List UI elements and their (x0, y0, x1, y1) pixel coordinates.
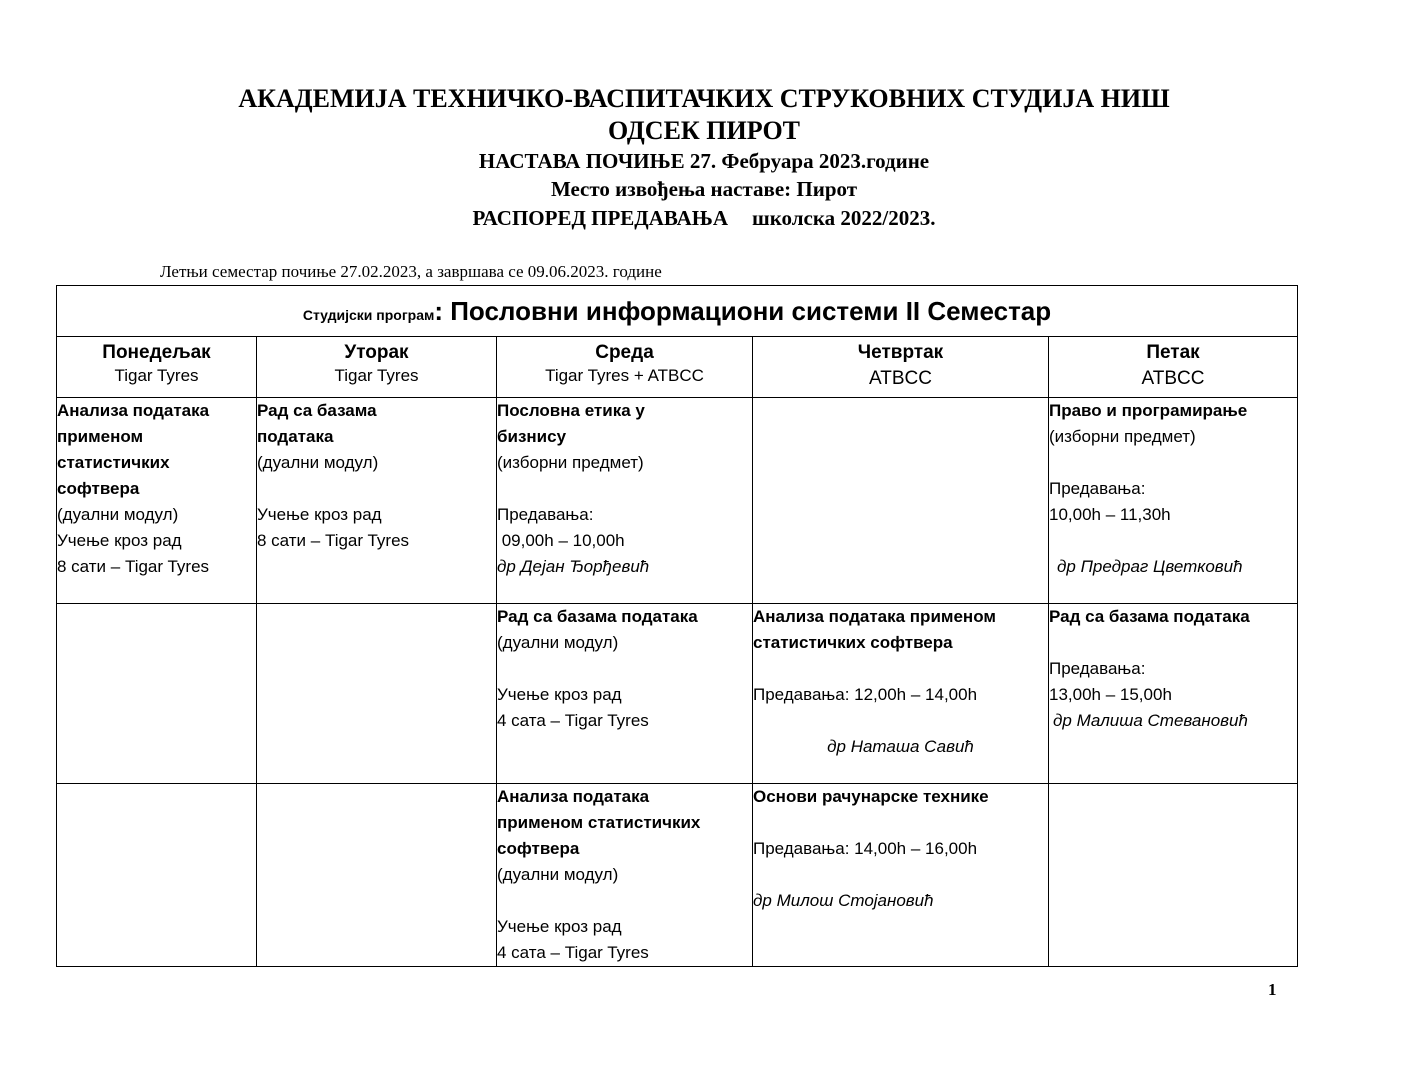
course-title: статистичких софтвера (753, 633, 953, 652)
day-name: Четвртак (857, 342, 944, 363)
course-title: софтвера (497, 839, 580, 858)
course-title: Анализа података применом (753, 607, 996, 626)
day-name: Уторак (344, 342, 409, 363)
course-title: софтвера (57, 479, 140, 498)
day-location: Tigar Tyres (334, 366, 419, 385)
day-location: ATBCC (1141, 368, 1205, 389)
schedule-table (56, 285, 1298, 967)
spacer (753, 862, 1048, 888)
lecturer-name: др Предраг Цветковић (1057, 557, 1243, 576)
course-title: применом (57, 427, 144, 446)
spacer (497, 656, 752, 682)
spacer (497, 476, 752, 502)
course-mode: Учење кроз рад (257, 505, 382, 524)
course-mode: Учење кроз рад (497, 917, 622, 936)
course-title: Анализа података (497, 787, 650, 806)
lecture-time: Предавања: 14,00h – 16,00h (753, 839, 978, 858)
course-type: (дуални модул) (57, 505, 179, 524)
day-header (1049, 337, 1298, 398)
spacer (1049, 450, 1297, 476)
course-title: Пословна етика у (497, 401, 645, 420)
schedule-cell (57, 398, 257, 604)
start-date-line: НАСТАВА ПОЧИЊЕ 27. Фебруара 2023.године (478, 149, 930, 173)
course-title: бизнису (497, 427, 567, 446)
course-type: (изборни предмет) (1049, 427, 1196, 446)
day-location: Tigar Tyres (114, 366, 199, 385)
course-hours: 8 сати – Tigar Tyres (57, 557, 210, 576)
schedule-cell-empty (753, 398, 1049, 604)
day-header (257, 337, 497, 398)
lecture-time: 13,00h – 15,00h (1049, 685, 1172, 704)
course-hours: 4 сата – Tigar Tyres (497, 943, 649, 962)
course-title: података (257, 427, 334, 446)
schedule-cell-empty (57, 604, 257, 784)
schedule-cell (497, 784, 753, 967)
course-mode: Учење кроз рад (497, 685, 622, 704)
day-location: Tigar Tyres + ATBCC (545, 366, 704, 385)
day-location: ATBCC (869, 368, 932, 389)
course-hours: 8 сати – Tigar Tyres (257, 531, 410, 550)
semester-note: Летњи семестар почиње 27.02.2023, а завршава се 09.06.2023. године (160, 262, 662, 281)
program-title: : Пословни информациони системи II Семестар (434, 295, 1052, 326)
lecture-label: Предавања: (497, 505, 594, 524)
day-header (753, 337, 1049, 398)
course-type: (дуални модул) (497, 633, 619, 652)
schedule-cell (497, 604, 753, 784)
schedule-title-main: РАСПОРЕД ПРЕДАВАЊА (472, 206, 728, 230)
schedule-cell-empty (257, 784, 497, 967)
lecture-label: Предавања: (1049, 659, 1146, 678)
school-year: школска 2022/2023. (751, 206, 936, 230)
schedule-cell (753, 784, 1049, 967)
program-prefix: Студијски програм (302, 306, 435, 323)
lecture-label: Предавања: (1049, 479, 1146, 498)
schedule-title (0, 206, 1408, 231)
location-line: Место извођења наставе: Пирот (550, 177, 858, 201)
spacer (753, 810, 1048, 836)
schedule-cell-empty (57, 784, 257, 967)
schedule-row (57, 604, 1298, 784)
schedule-row (57, 784, 1298, 967)
schedule-cell-empty (257, 604, 497, 784)
lecture-time: 10,00h – 11,30h (1049, 505, 1171, 524)
day-header-row (57, 337, 1298, 398)
day-header (497, 337, 753, 398)
lecturer-name: др Милош Стојановић (753, 891, 934, 910)
schedule-cell-empty (1049, 784, 1298, 967)
lecturer-name: др Наташа Савић (827, 737, 974, 756)
day-name: Среда (595, 342, 654, 363)
schedule-cell (1049, 398, 1298, 604)
program-header (57, 286, 1298, 337)
spacer (753, 708, 1048, 734)
schedule-cell (753, 604, 1049, 784)
spacer (1049, 528, 1297, 554)
lecture-time: Предавања: 12,00h – 14,00h (753, 685, 978, 704)
course-title: применом статистичких (497, 813, 701, 832)
day-name: Петак (1146, 342, 1200, 363)
spacer (1049, 630, 1297, 656)
page-number: 1 (1268, 980, 1277, 999)
spacer (257, 476, 496, 502)
course-title: Анализа података (57, 401, 210, 420)
lecture-time: 09,00h – 10,00h (497, 531, 625, 550)
schedule-cell (497, 398, 753, 604)
course-title: Рад са базама података (497, 607, 698, 626)
schedule-cell (257, 398, 497, 604)
course-title: статистичких (57, 453, 170, 472)
department-title: ОДСЕК ПИРОТ (607, 116, 801, 145)
institution-title: АКАДЕМИЈА ТЕХНИЧКО-ВАСПИТАЧКИХ СТРУКОВНИХ СТУДИЈА НИШ (238, 84, 1170, 113)
lecturer-name: др Малиша Стевановић (1053, 711, 1248, 730)
course-title: Рад са базама података (1049, 607, 1250, 626)
course-title: Рад са базама (257, 401, 377, 420)
course-hours: 4 сата – Tigar Tyres (497, 711, 649, 730)
course-title: Основи рачунарске технике (753, 787, 989, 806)
course-type: (дуални модул) (257, 453, 379, 472)
course-mode: Учење кроз рад (57, 531, 182, 550)
course-type: (изборни предмет) (497, 453, 644, 472)
schedule-row (57, 398, 1298, 604)
day-name: Понедељак (102, 342, 211, 363)
day-header (57, 337, 257, 398)
spacer (497, 888, 752, 914)
schedule-cell (1049, 604, 1298, 784)
course-title: Право и програмирање (1049, 401, 1248, 420)
spacer (753, 656, 1048, 682)
course-type: (дуални модул) (497, 865, 619, 884)
lecturer-name: др Дејан Ђорђевић (497, 557, 650, 576)
